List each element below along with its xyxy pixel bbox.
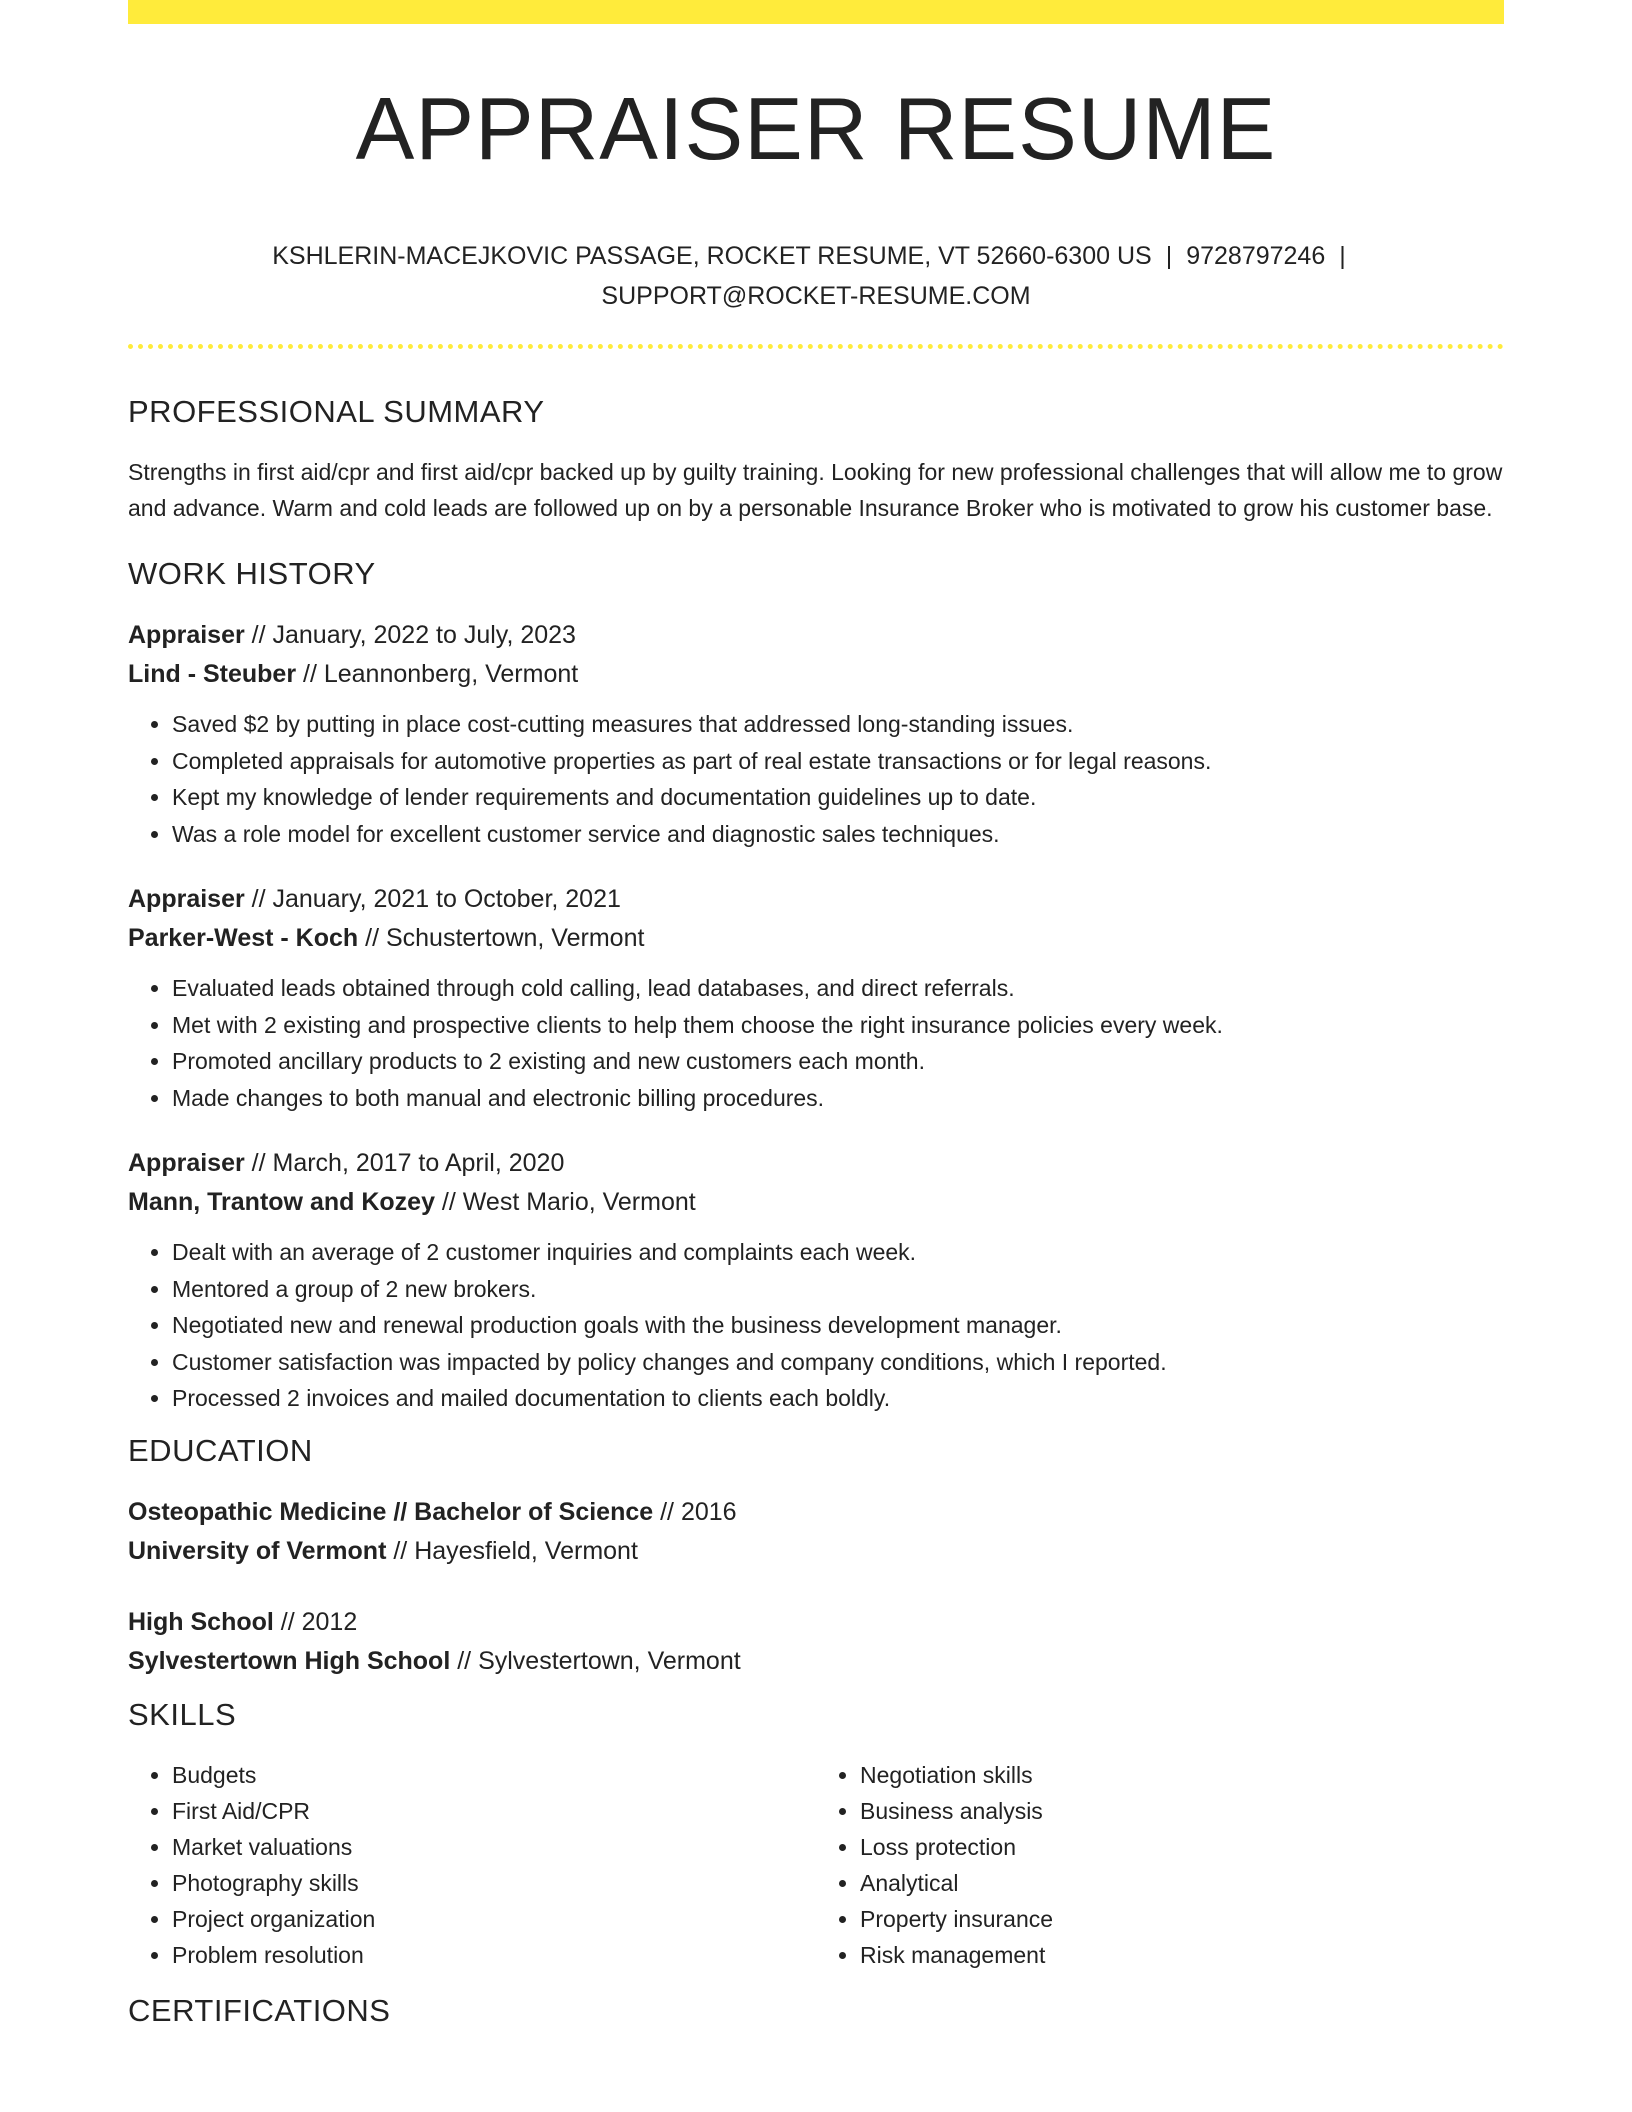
- job-company: Mann, Trantow and Kozey: [128, 1188, 435, 1216]
- job-entry: [128, 616, 1504, 852]
- education-section: [128, 1431, 1504, 1681]
- job-bullets: [128, 970, 1504, 1116]
- section-heading-summary: PROFESSIONAL SUMMARY: [128, 394, 545, 429]
- contact-info: [128, 236, 1504, 316]
- contact-separator: |: [1339, 242, 1346, 270]
- job-title-line: [128, 1144, 1504, 1183]
- education-entry: [128, 1603, 1504, 1681]
- job-dates: // January, 2022 to July, 2023: [244, 621, 576, 649]
- education-degree: Osteopathic Medicine // Bachelor of Science: [128, 1497, 654, 1526]
- skills-list-right: [816, 1757, 1504, 1973]
- job-title-line: [128, 616, 1504, 655]
- accent-top-bar: [128, 0, 1504, 24]
- job-bullet: • Was a role model for excellent customer service and diagnostic sales techniques.: [172, 816, 1504, 853]
- skill-item: • Property insurance: [860, 1901, 1504, 1937]
- job-bullet: • Completed appraisals for automotive properties as part of real estate transactions or for legal reasons.: [172, 743, 1504, 780]
- job-bullets: [128, 1234, 1504, 1417]
- education-location: // Hayesfield, Vermont: [386, 1536, 638, 1565]
- job-title: Appraiser: [128, 885, 245, 913]
- education-school: University of Vermont: [128, 1536, 387, 1565]
- job-bullet: • Saved $2 by putting in place cost-cutting measures that addressed long-standing issues.: [172, 706, 1504, 743]
- job-bullet: • Mentored a group of 2 new brokers.: [172, 1271, 1504, 1308]
- resume-title: APPRAISER RESUME: [355, 79, 1277, 178]
- education-year: // 2016: [653, 1497, 737, 1526]
- job-title-line: [128, 880, 1504, 919]
- section-heading-work-history: WORK HISTORY: [128, 556, 376, 591]
- contact-email: SUPPORT@ROCKET-RESUME.COM: [601, 282, 1031, 310]
- summary-section: [128, 392, 1504, 526]
- skill-item: • Risk management: [860, 1937, 1504, 1973]
- skill-item: • Problem resolution: [172, 1937, 816, 1973]
- skill-item: • Analytical: [860, 1865, 1504, 1901]
- education-degree: High School: [128, 1607, 274, 1636]
- contact-address: KSHLERIN-MACEJKOVIC PASSAGE, ROCKET RESUME, VT 52660-6300 US: [272, 242, 1152, 270]
- skills-list-left: [128, 1757, 816, 1973]
- job-bullet: • Met with 2 existing and prospective clients to help them choose the right insurance policies every week.: [172, 1007, 1504, 1044]
- education-entry: [128, 1493, 1504, 1571]
- job-title: Appraiser: [128, 1149, 245, 1177]
- job-bullet: • Promoted ancillary products to 2 existing and new customers each month.: [172, 1043, 1504, 1080]
- contact-phone: 9728797246: [1186, 242, 1326, 270]
- skill-item: • Project organization: [172, 1901, 816, 1937]
- contact-separator: |: [1165, 242, 1173, 270]
- job-bullet: • Processed 2 invoices and mailed documentation to clients each boldly.: [172, 1380, 1504, 1417]
- job-company-line: [128, 919, 1504, 958]
- job-dates: // January, 2021 to October, 2021: [244, 885, 621, 913]
- job-company-line: [128, 1183, 1504, 1222]
- job-bullet: • Customer satisfaction was impacted by policy changes and company conditions, which I reported.: [172, 1344, 1504, 1381]
- skill-item: • Budgets: [172, 1757, 816, 1793]
- job-company: Parker-West - Koch: [128, 924, 359, 952]
- education-degree-line: [128, 1493, 1504, 1532]
- job-bullets: [128, 706, 1504, 852]
- job-company-line: [128, 655, 1504, 694]
- job-bullet: • Made changes to both manual and electronic billing procedures.: [172, 1080, 1504, 1117]
- education-school: Sylvestertown High School: [128, 1646, 451, 1675]
- job-entry: [128, 1144, 1504, 1417]
- resume-page: [128, 0, 1504, 2028]
- job-entry: [128, 880, 1504, 1116]
- job-company: Lind - Steuber: [128, 660, 297, 688]
- skills-section: [128, 1695, 1504, 1973]
- dotted-divider: [128, 344, 1504, 349]
- education-degree-line: [128, 1603, 1504, 1642]
- section-heading-certifications: CERTIFICATIONS: [128, 1992, 391, 2028]
- education-school-line: [128, 1532, 1504, 1571]
- skill-item: • First Aid/CPR: [172, 1793, 816, 1829]
- job-bullet: • Dealt with an average of 2 customer inquiries and complaints each week.: [172, 1234, 1504, 1271]
- skill-item: • Negotiation skills: [860, 1757, 1504, 1793]
- skill-item: • Market valuations: [172, 1829, 816, 1865]
- certifications-section: [128, 1991, 1504, 2031]
- summary-text: Strengths in first aid/cpr and first aid/cpr backed up by guilty training. Looking for new professional challenges that will allow me to grow and advance. Warm and cold leads are followed up on by a personable Insurance Broker who is motivated to grow his customer base.: [128, 459, 1503, 521]
- job-location: // Leannonberg, Vermont: [296, 660, 579, 688]
- section-heading-skills: SKILLS: [128, 1696, 237, 1732]
- job-dates: // March, 2017 to April, 2020: [244, 1149, 565, 1177]
- section-heading-education: EDUCATION: [128, 1432, 313, 1468]
- job-location: // West Mario, Vermont: [434, 1188, 696, 1216]
- job-bullet: • Kept my knowledge of lender requirements and documentation guidelines up to date.: [172, 779, 1504, 816]
- job-location: // Schustertown, Vermont: [358, 924, 645, 952]
- resume-content: [128, 392, 1504, 2053]
- job-title: Appraiser: [128, 621, 245, 649]
- work-history-section: [128, 554, 1504, 1417]
- education-school-line: [128, 1642, 1504, 1681]
- education-location: // Sylvestertown, Vermont: [450, 1646, 741, 1675]
- job-bullet: • Evaluated leads obtained through cold calling, lead databases, and direct referrals.: [172, 970, 1504, 1007]
- skill-item: • Photography skills: [172, 1865, 816, 1901]
- job-bullet: • Negotiated new and renewal production goals with the business development manager.: [172, 1307, 1504, 1344]
- skill-item: • Loss protection: [860, 1829, 1504, 1865]
- education-year: // 2012: [273, 1607, 358, 1636]
- skill-item: • Business analysis: [860, 1793, 1504, 1829]
- skills-columns: [128, 1757, 1504, 1973]
